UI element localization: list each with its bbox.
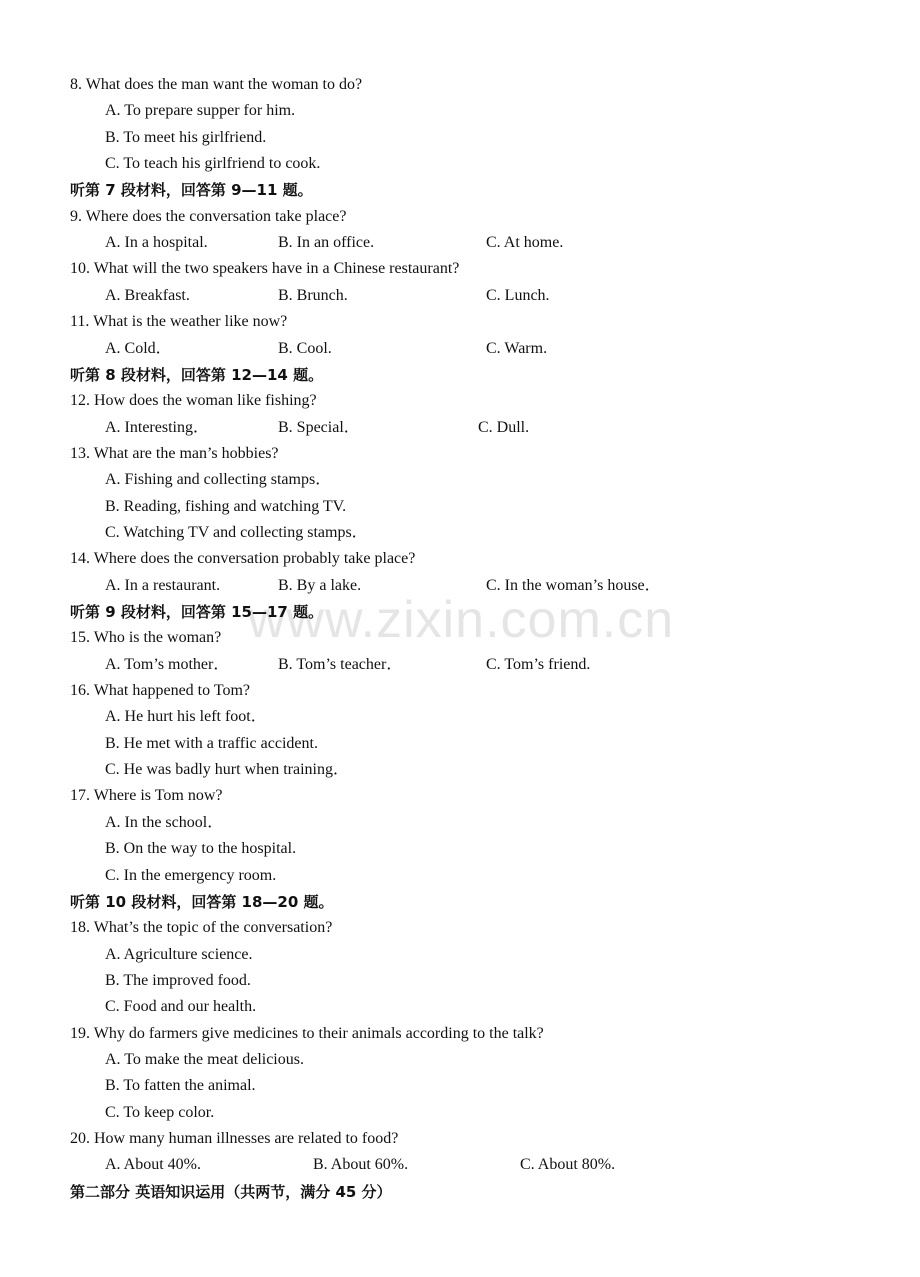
answer-option: C. Dull. <box>478 418 530 436</box>
section-heading: 听第 7 段材料，回答第 9—11 题。 <box>70 181 313 200</box>
question-stem: 17. Where is Tom now? <box>70 787 223 805</box>
answer-option: A. Fishing and collecting stamps． <box>105 471 332 489</box>
answer-option: A. Breakfast. <box>105 286 190 304</box>
question-stem: 12. How does the woman like fishing? <box>70 392 317 410</box>
answer-option: C. Food and our health. <box>105 998 257 1016</box>
answer-option: B. In an office. <box>278 234 375 252</box>
answer-option: A. To make the meat delicious. <box>105 1050 304 1068</box>
question-stem: 8. What does the man want the woman to do? <box>70 76 363 93</box>
answer-option: A. Cold． <box>105 339 172 357</box>
question-stem: 11. What is the weather like now? <box>70 313 288 331</box>
answer-option: B. Reading, fishing and watching TV. <box>105 497 347 515</box>
answer-option: B. About 60%. <box>313 1156 409 1174</box>
question-stem: 18. What’s the topic of the conversation? <box>70 919 333 937</box>
answer-option: A. To prepare supper for him. <box>105 102 296 120</box>
answer-option: C. He was badly hurt when training． <box>105 761 349 779</box>
answer-option: B. Brunch. <box>278 286 348 304</box>
answer-option: C. To keep color. <box>105 1103 215 1121</box>
answer-option: C. About 80%. <box>520 1156 616 1174</box>
answer-option: B. By a lake. <box>278 576 362 594</box>
answer-option: A. In the school． <box>105 813 224 831</box>
answer-option: B. To meet his girlfriend. <box>105 128 267 146</box>
watermark: www.zixin.com.cn <box>247 591 675 649</box>
answer-option: C. In the emergency room. <box>105 866 277 884</box>
section-heading: 听第 10 段材料，回答第 18—20 题。 <box>70 892 334 911</box>
answer-option: B. He met with a traffic accident. <box>105 734 318 752</box>
question-stem: 16. What happened to Tom? <box>70 682 251 700</box>
answer-option: A. Interesting． <box>105 418 209 436</box>
answer-option: C. At home. <box>486 234 564 252</box>
answer-option: C. To teach his girlfriend to cook. <box>105 155 321 173</box>
answer-option: C. In the woman’s house． <box>486 576 661 594</box>
question-stem: 14. Where does the conversation probably take place? <box>70 550 416 568</box>
answer-option: B. Cool. <box>278 339 332 357</box>
section-heading: 第二部分 英语知识运用（共两节，满分 45 分） <box>70 1182 392 1201</box>
question-stem: 20. How many human illnesses are related to food? <box>70 1130 399 1147</box>
answer-option: A. Tom’s mother． <box>105 655 230 673</box>
answer-option: A. In a restaurant. <box>105 576 221 594</box>
question-stem: 15. Who is the woman? <box>70 629 222 647</box>
answer-option: C. Watching TV and collecting stamps． <box>105 523 368 541</box>
answer-option: B. To fatten the animal. <box>105 1077 256 1095</box>
answer-option: B. On the way to the hospital. <box>105 840 297 858</box>
answer-option: C. Warm. <box>486 339 548 357</box>
question-stem: 9. Where does the conversation take place? <box>70 207 347 225</box>
question-stem: 13. What are the man’s hobbies? <box>70 444 279 462</box>
answer-option: A. In a hospital. <box>105 234 208 252</box>
answer-option: B. Tom’s teacher． <box>278 655 403 673</box>
answer-option: C. Tom’s friend. <box>486 655 591 673</box>
answer-option: A. About 40%. <box>105 1156 201 1174</box>
question-stem: 19. Why do farmers give medicines to their animals according to the talk? <box>70 1024 544 1042</box>
question-stem: 10. What will the two speakers have in a Chinese restaurant? <box>70 260 460 278</box>
answer-option: A. He hurt his left foot． <box>105 708 267 726</box>
section-heading: 听第 8 段材料，回答第 12—14 题。 <box>70 365 324 384</box>
section-heading: 听第 9 段材料，回答第 15—17 题。 <box>70 603 324 621</box>
answer-option: A. Agriculture science. <box>105 945 253 963</box>
answer-option: C. Lunch. <box>486 286 550 304</box>
answer-option: B. Special． <box>278 418 360 436</box>
answer-option: B. The improved food. <box>105 971 251 989</box>
